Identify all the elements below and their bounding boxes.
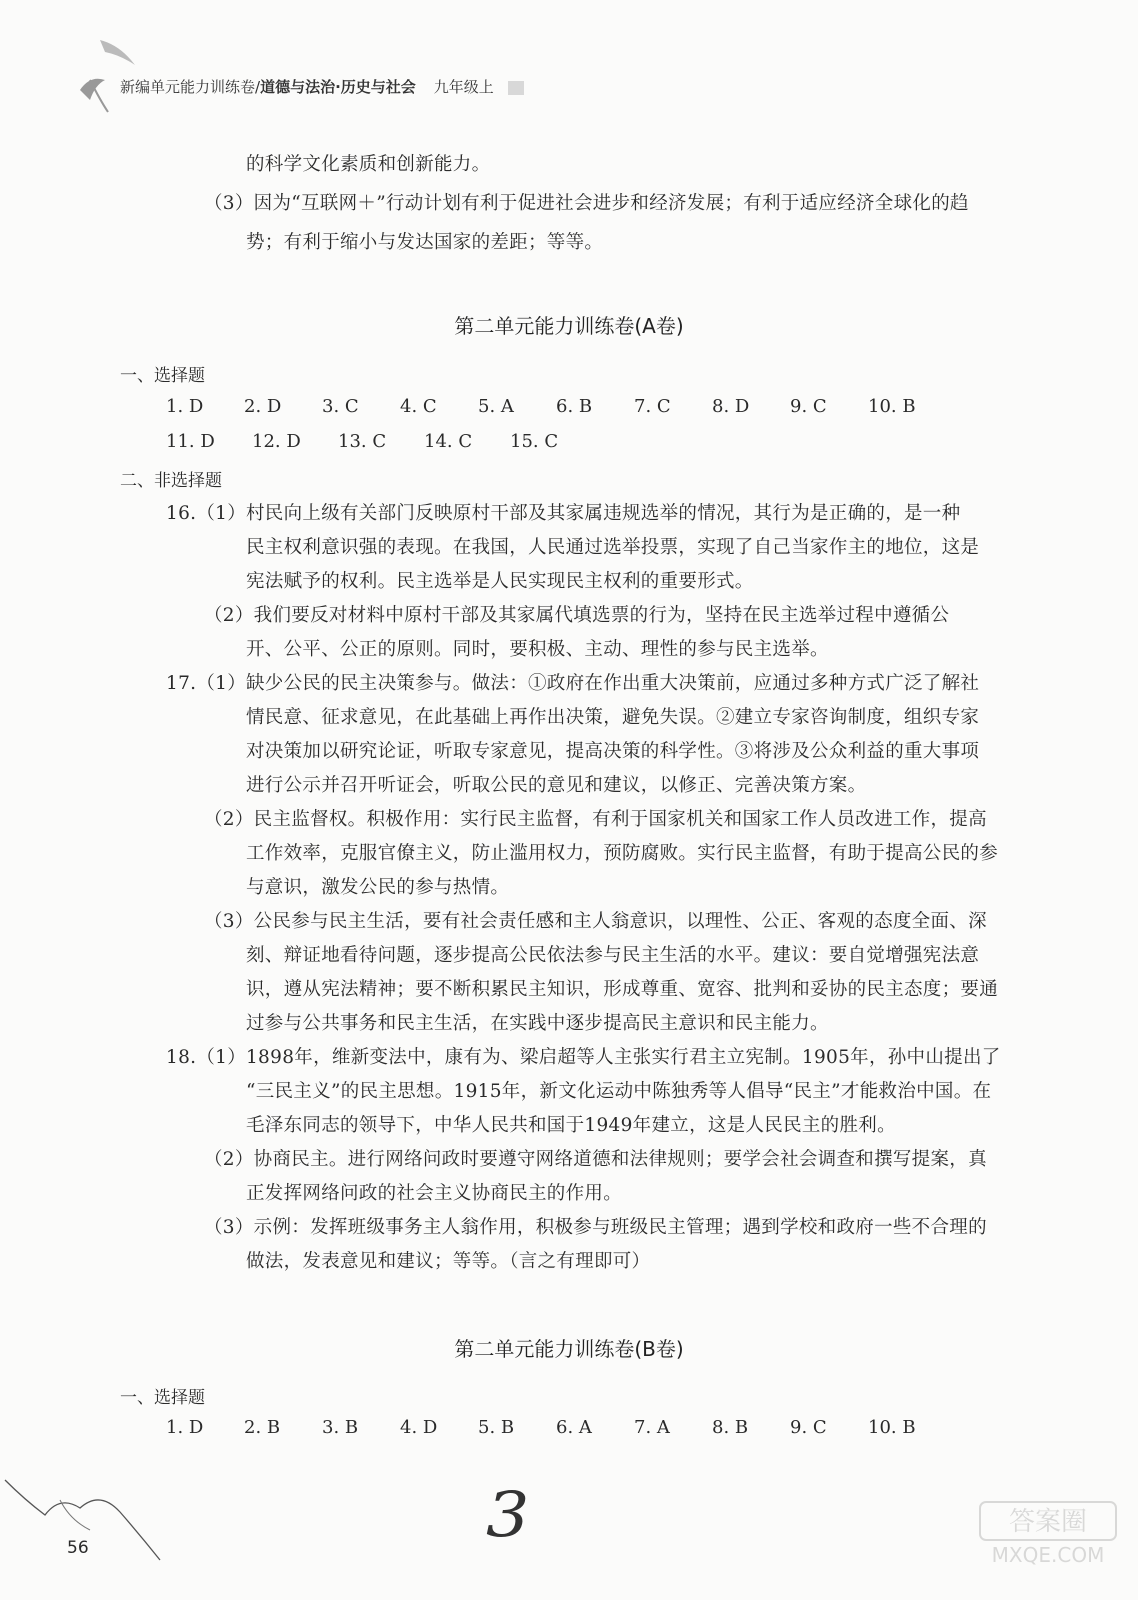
answer-line: 开、公平、公正的原则。同时，要积极、主动、理性的参与民主选举。	[246, 639, 829, 660]
section-a-nonchoice-heading: 二、非选择题	[120, 471, 222, 491]
carryover-line-2: （3）因为“互联网＋”行动计划有利于促进社会进步和经济发展；有利于适应经济全球化的趋	[204, 193, 969, 214]
answer: 6. B	[556, 396, 593, 417]
answer: 4. C	[400, 396, 437, 417]
answer: 6. A	[556, 1417, 592, 1438]
answer: 12. D	[252, 431, 301, 452]
answer: 10. B	[868, 1417, 916, 1438]
answer-line: （3）示例：发挥班级事务主人翁作用，积极参与班级民主管理；遇到学校和政府一些不合理的	[204, 1217, 987, 1238]
answer: 1. D	[166, 396, 204, 417]
running-header	[120, 76, 524, 97]
answer-line: 16.（1）村民向上级有关部门反映原村干部及其家属违规选举的情况，其行为是正确的，是一种	[166, 503, 961, 524]
answer: 2. B	[244, 1417, 281, 1438]
answer: 4. D	[400, 1417, 438, 1438]
section-a-answers-row-1	[166, 396, 946, 417]
section-a-title: 第二单元能力训练卷(A卷)	[454, 314, 684, 338]
answer: 10. B	[868, 396, 916, 417]
answer-line: 对决策加以研究论证，听取专家意见，提高决策的科学性。③将涉及公众利益的重大事项	[246, 741, 980, 762]
bird-sketch-bottom-icon	[0, 1460, 220, 1580]
header-subject: 道德与法治·历史与社会	[260, 78, 416, 96]
answer-line: （2）协商民主。进行网络问政时要遵守网络道德和法律规则；要学会社会调查和撰写提案，真	[204, 1149, 987, 1170]
answer-line: 与意识，激发公民的参与热情。	[246, 877, 510, 898]
section-b-title: 第二单元能力训练卷(B卷)	[454, 1337, 684, 1361]
answer-line: 正发挥网络问政的社会主义协商民主的作用。	[246, 1183, 623, 1204]
answer-line: （2）民主监督权。积极作用：实行民主监督，有利于国家机关和国家工作人员改进工作，提高	[204, 809, 987, 830]
page-number: 56	[67, 1538, 89, 1558]
carryover-line-3: 势；有利于缩小与发达国家的差距；等等。	[246, 232, 604, 253]
answer: 15. C	[510, 431, 559, 452]
answer-line: 进行公示并召开听证会，听取公民的意见和建议，以修正、完善决策方案。	[246, 775, 867, 796]
answer-line: 识，遵从宪法精神；要不断积累民主知识，形成尊重、宽容、批判和妥协的民主态度；要通	[246, 979, 999, 1000]
answer: 8. D	[712, 396, 750, 417]
carryover-line-1: 的科学文化素质和创新能力。	[246, 154, 491, 175]
answer-line: 过参与公共事务和民主生活，在实践中逐步提高民主意识和民主能力。	[246, 1013, 829, 1034]
answer: 7. A	[634, 1417, 670, 1438]
answer-line: 民主权利意识强的表现。在我国，人民通过选举投票，实现了自己当家作主的地位，这是	[246, 537, 980, 558]
bird-sketch-icon	[60, 30, 150, 120]
answer: 14. C	[424, 431, 473, 452]
answer-line: 做法，发表意见和建议；等等。（言之有理即可）	[246, 1251, 651, 1272]
header-marker-icon	[508, 81, 524, 95]
section-a-choice-heading: 一、选择题	[120, 366, 205, 386]
header-grade: 九年级上	[433, 78, 494, 96]
section-b-choice-heading: 一、选择题	[120, 1388, 205, 1408]
svg-text:MXQE.COM: MXQE.COM	[991, 1543, 1105, 1567]
answer: 13. C	[338, 431, 387, 452]
answer-line: （3）公民参与民主生活，要有社会责任感和主人翁意识，以理性、公正、客观的态度全面、深	[204, 911, 987, 932]
section-a-answers-row-2	[166, 431, 596, 452]
answer: 5. A	[478, 396, 514, 417]
answer: 11. D	[166, 431, 215, 452]
answer: 8. B	[712, 1417, 749, 1438]
answer: 2. D	[244, 396, 282, 417]
svg-text:答案圈: 答案圈	[1008, 1507, 1088, 1537]
section-b-answers-row-1	[166, 1417, 946, 1438]
answer: 3. C	[322, 396, 359, 417]
answer: 9. C	[790, 396, 827, 417]
answer: 5. B	[478, 1417, 515, 1438]
answer-line: “三民主义”的民主思想。1915年，新文化运动中陈独秀等人倡导“民主”才能救治中国。在	[246, 1081, 992, 1102]
answer-line: 18.（1）1898年，维新变法中，康有为、梁启超等人主张实行君主立宪制。1905年，孙中山提出了	[166, 1047, 1001, 1068]
answer: 9. C	[790, 1417, 827, 1438]
answer: 7. C	[634, 396, 671, 417]
answer-line: 刻、辩证地看待问题，逐步提高公民依法参与民主生活的水平。建议：要自觉增强宪法意	[246, 945, 980, 966]
answer-line: 情民意、征求意见，在此基础上再作出决策，避免失误。②建立专家咨询制度，组织专家	[246, 707, 980, 728]
answer-line: 毛泽东同志的领导下，中华人民共和国于1949年建立，这是人民民主的胜利。	[246, 1115, 896, 1136]
answer: 1. D	[166, 1417, 204, 1438]
answer-line: 工作效率，克服官僚主义，防止滥用权力，预防腐败。实行民主监督，有助于提高公民的参	[246, 843, 999, 864]
header-series: 新编单元能力训练卷/	[120, 78, 261, 96]
answer-line: 宪法赋予的权利。民主选举是人民实现民主权利的重要形式。	[246, 571, 754, 592]
answer-line: （2）我们要反对材料中原村干部及其家属代填选票的行为，坚持在民主选举过程中遵循公	[204, 605, 950, 626]
answer: 3. B	[322, 1417, 359, 1438]
watermark-logo	[978, 1500, 1118, 1570]
handwritten-number: 3	[486, 1478, 530, 1551]
answer-line: 17.（1）缺少公民的民主决策参与。做法：①政府在作出重大决策前，应通过多种方式广泛了解社	[166, 673, 980, 694]
